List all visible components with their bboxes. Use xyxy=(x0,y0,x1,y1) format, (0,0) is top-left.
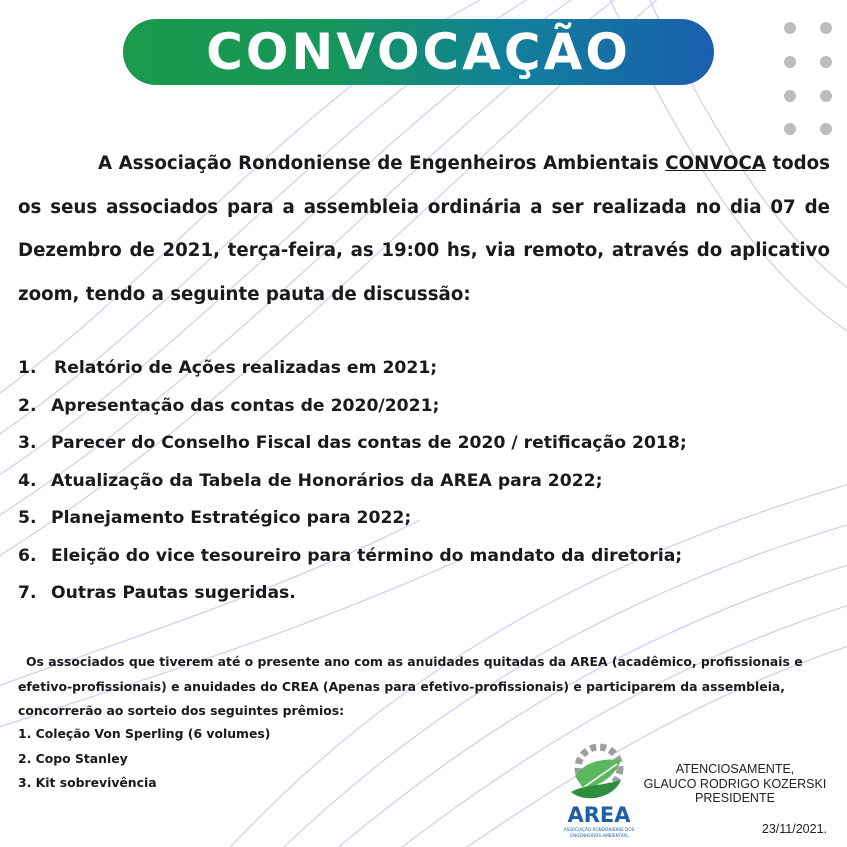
agenda-item-text: Outras Pautas sugeridas. xyxy=(51,583,296,603)
prize-item: 2. Copo Stanley xyxy=(18,750,128,766)
agenda-item xyxy=(18,538,838,576)
agenda-item xyxy=(18,425,838,463)
page-title: CONVOCAÇÃO xyxy=(206,23,631,81)
agenda-item-number: 5. xyxy=(18,508,37,528)
agenda-item-number: 6. xyxy=(18,545,37,566)
agenda-item xyxy=(18,500,838,538)
prize-item: 3. Kit sobrevivência xyxy=(18,775,157,790)
agenda-item-text: Relatório de Ações realizadas em 2021; xyxy=(54,358,438,378)
dot xyxy=(784,56,796,68)
decorative-dots xyxy=(780,18,840,138)
signature-name: GLAUCO RODRIGO KOZERSKI xyxy=(643,776,827,791)
agenda-item-number: 4. xyxy=(18,470,37,491)
agenda-item xyxy=(18,463,838,501)
convoca-emphasis: CONVOCA xyxy=(665,153,766,174)
title-banner xyxy=(123,19,714,85)
agenda-item-text: Atualização da Tabela de Honorários da AREA para 2022; xyxy=(51,470,603,491)
dot xyxy=(784,90,796,102)
signature-closing: ATENCIOSAMENTE, xyxy=(675,762,795,776)
prize-item: 1. Coleção Von Sperling (6 volumes) xyxy=(18,726,271,741)
gear-leaf-logo-icon xyxy=(571,747,621,798)
agenda-item-number: 1. xyxy=(18,358,37,378)
dot xyxy=(820,90,832,102)
agenda-item-text: Apresentação das contas de 2020/2021; xyxy=(51,395,440,416)
agenda-item-text: Parecer do Conselho Fiscal das contas de 2020 / retificação 2018; xyxy=(51,433,687,453)
dot xyxy=(820,56,832,68)
document-date: 23/11/2021. xyxy=(761,822,827,836)
agenda-item-text: Eleição do vice tesoureiro para término do mandato da diretoria; xyxy=(51,545,683,566)
logo-subtitle-2: ENGENHEIROS AMBIENTAIS xyxy=(570,833,628,838)
agenda-item-number: 2. xyxy=(18,395,37,416)
dot xyxy=(820,123,832,135)
prize-list xyxy=(18,722,270,796)
signature-role: PRESIDENTE xyxy=(695,791,775,805)
dot xyxy=(820,22,832,34)
dot xyxy=(784,123,796,135)
agenda-item-text: Planejamento Estratégico para 2022; xyxy=(51,508,412,528)
intro-paragraph xyxy=(18,142,830,316)
logo-subtitle-1: ASSOCIAÇÃO RONDONIENSE DOS xyxy=(563,827,635,832)
dot xyxy=(784,22,796,34)
prize-notice: Os associados que tiverem até o presente ano com as anuidades quitadas da AREA (acadêmico, profissionais e efetivo-profissionais) e anuidades do CREA (Apenas para efetivo-profissionais) e participarem da assembleia, concorrerão ao sorteio dos seguintes prêmios: xyxy=(18,654,803,718)
agenda-item xyxy=(18,388,838,426)
agenda-item xyxy=(18,575,838,613)
agenda-list xyxy=(18,350,838,613)
agenda-item xyxy=(18,350,838,388)
agenda-item-number: 3. xyxy=(18,433,37,453)
area-logo xyxy=(561,742,639,840)
logo-name: AREA xyxy=(567,803,631,827)
signature-block xyxy=(640,762,830,806)
agenda-item-number: 7. xyxy=(18,583,37,603)
intro-lead: A Associação Rondoniense de Engenheiros Ambientais xyxy=(98,153,666,174)
intro-rest: todos os seus associados para a assembleia ordinária a ser realizada no dia 07 de Dezembro de 2021, terça-feira, as 19:00 hs, via remoto, através do aplicativo zoom, tendo a seguinte pauta de discussão: xyxy=(18,153,830,305)
